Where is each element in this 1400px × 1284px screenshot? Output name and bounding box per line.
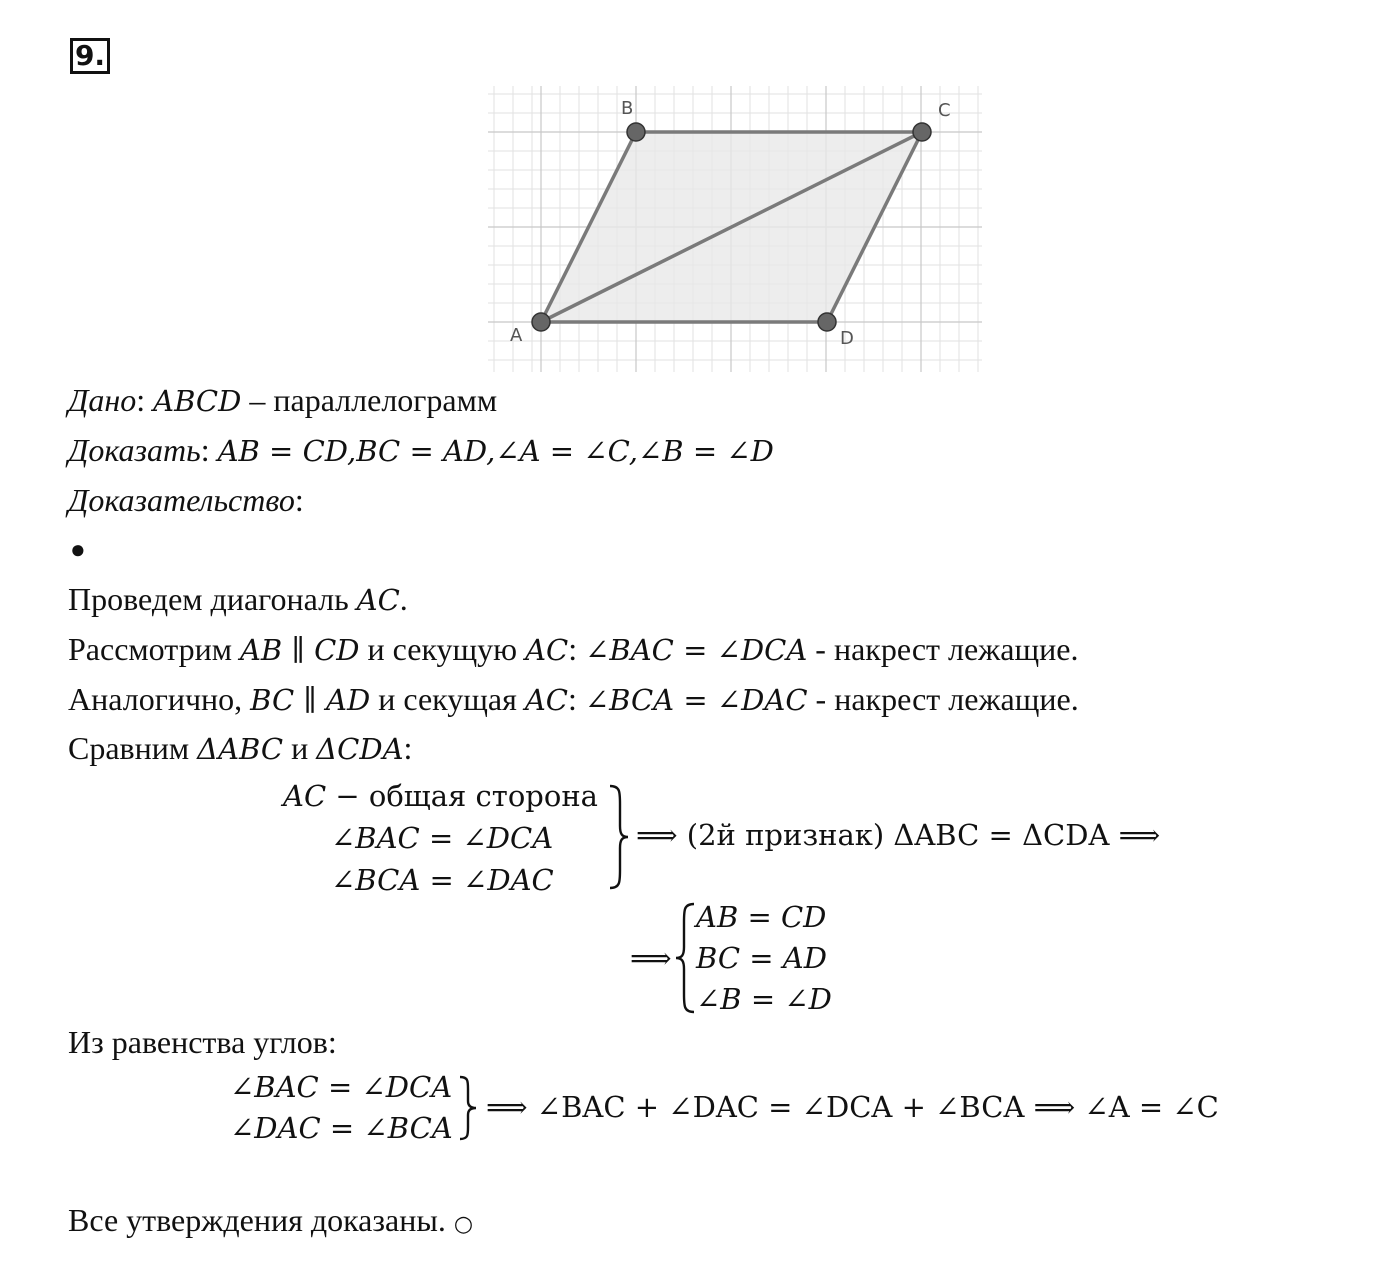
step3-m3: ∠BCA = ∠DAC — [584, 683, 808, 717]
point-a — [532, 313, 550, 331]
system1-row2: ∠BAC = ∠DCA — [331, 821, 554, 855]
proof-label: Доказательство — [68, 482, 295, 518]
point-b — [627, 123, 645, 141]
system2-row2: BC = AD — [696, 941, 827, 975]
system1-row1 — [283, 779, 598, 813]
prove-colon: : — [200, 432, 210, 468]
system1-row3: ∠BCA = ∠DAC — [331, 863, 554, 897]
step2-t2: и секущую — [359, 631, 526, 667]
step2-t1: Рассмотрим — [68, 631, 240, 667]
step2-t4: - накрест лежащие. — [807, 631, 1079, 667]
step1-math: AC — [356, 583, 400, 617]
system3-right-brace — [456, 1075, 480, 1141]
conclusion-text: Все утверждения доказаны. — [68, 1202, 454, 1238]
step1-line — [68, 581, 408, 618]
step3-m1: BC ∥ AD — [250, 683, 371, 717]
step2-m1: AB ∥ CD — [239, 633, 360, 667]
point-d — [818, 313, 836, 331]
step4-m1: ΔABC — [197, 732, 284, 766]
step2-m3: ∠BAC = ∠DCA — [585, 633, 808, 667]
system1-row1-text: − общая сторона — [326, 779, 598, 813]
step3-t3: : — [567, 681, 585, 717]
prove-math: AB = CD,BC = AD,∠A = ∠C,∠B = ∠D — [217, 434, 774, 468]
step2-m2: AC — [525, 633, 569, 667]
system2-arrow: ⟹ — [630, 941, 672, 975]
given-label: Дано — [68, 382, 137, 418]
system3-row1: ∠BAC = ∠DCA — [230, 1070, 453, 1104]
bullet: ● — [70, 535, 86, 564]
step4-t1: Сравним — [68, 730, 198, 766]
step5-line: Из равенства углов: — [68, 1024, 337, 1060]
system3-result: ⟹ ∠BAC + ∠DAC = ∠DCA + ∠BCA ⟹ ∠A = ∠C — [486, 1090, 1219, 1124]
label-c: C — [938, 100, 951, 121]
prove-label: Доказать — [68, 432, 201, 468]
step4-t2: и — [283, 730, 317, 766]
system1-right-brace — [606, 784, 630, 890]
system1-result: ⟹ (2й признак) ΔABC = ΔCDA ⟹ — [636, 818, 1161, 852]
conclusion-line — [68, 1202, 473, 1243]
system2-row1: AB = CD — [696, 900, 827, 934]
step1-text: Проведем диагональ — [68, 581, 357, 617]
problem-number: 9. — [70, 38, 110, 74]
given-colon: : — [136, 382, 146, 418]
step4-t3: : — [403, 730, 413, 766]
system1-row1-math: AC — [283, 779, 327, 813]
proof-line — [68, 482, 304, 518]
step4-line — [68, 730, 412, 767]
step3-m2: AC — [524, 683, 568, 717]
proof-colon: : — [294, 482, 304, 518]
given-math: ABCD — [153, 384, 242, 418]
step1-end: . — [399, 581, 408, 617]
system2-left-brace — [674, 902, 698, 1014]
label-d: D — [840, 328, 854, 349]
step3-line — [68, 681, 1079, 718]
label-b: B — [621, 98, 634, 119]
point-c — [913, 123, 931, 141]
step3-t1: Аналогично, — [68, 681, 251, 717]
given-line — [68, 382, 497, 419]
step3-t2: и секущая — [370, 681, 525, 717]
step2-line — [68, 631, 1078, 668]
system2-row3: ∠B = ∠D — [696, 982, 832, 1016]
prove-line — [68, 432, 774, 469]
given-text: – параллелограмм — [241, 382, 498, 418]
system3-row2: ∠DAC = ∠BCA — [230, 1111, 453, 1145]
end-of-proof-mark: ○ — [453, 1212, 474, 1237]
parallelogram-figure — [488, 86, 982, 372]
step2-t3: : — [568, 631, 586, 667]
step4-m2: ΔCDA — [316, 732, 404, 766]
step3-t4: - накрест лежащие. — [807, 681, 1079, 717]
label-a: A — [510, 325, 523, 346]
